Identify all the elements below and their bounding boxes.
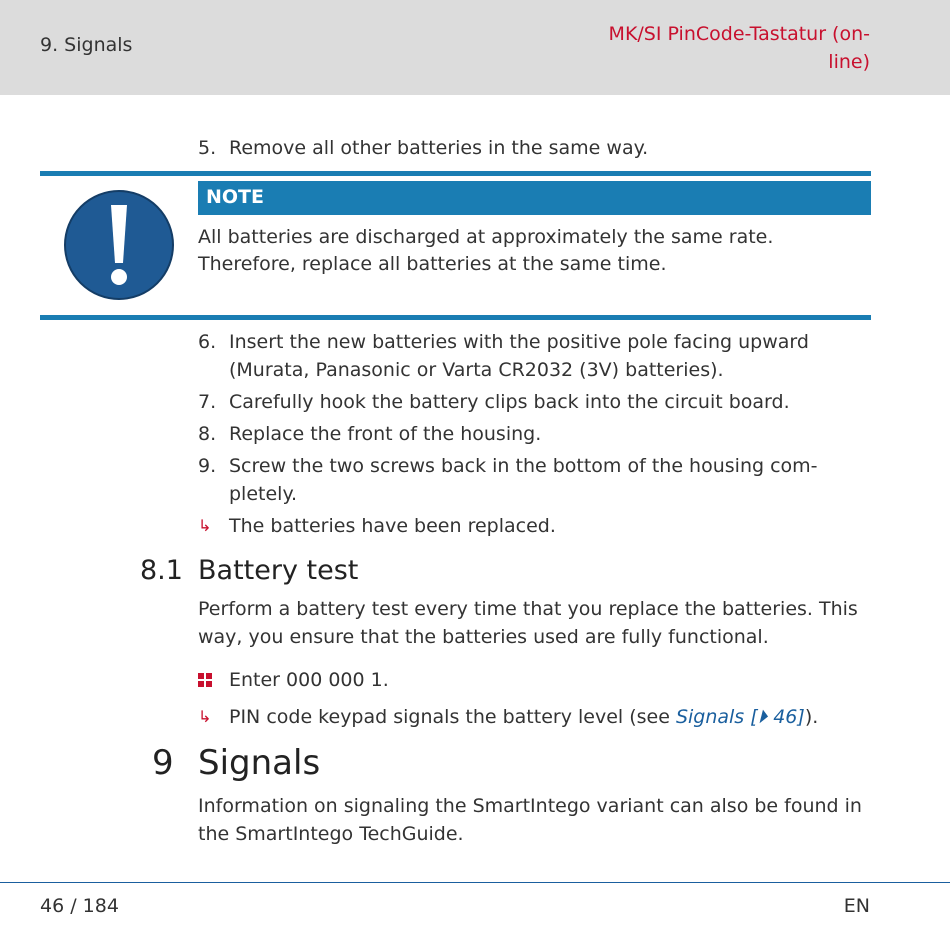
- result-text: PIN code keypad signals the battery level (see Signals [⏵ 46]).: [229, 706, 819, 728]
- step-text: Remove all other batteries in the same way.: [229, 137, 649, 159]
- note-label: NOTE: [206, 186, 264, 208]
- step-5: [198, 134, 858, 162]
- section-number-9: 9: [152, 743, 174, 783]
- step-text: Replace the front of the housing.: [229, 423, 542, 445]
- chapter-title: 9. Signals: [40, 34, 133, 56]
- link-arrow-icon: ⏵: [757, 706, 768, 728]
- note-text: All batteries are discharged at approximately the same rate. Therefore, replace all batteries at the same time.: [198, 226, 774, 275]
- step-number: 6.: [198, 331, 217, 353]
- step-text: Carefully hook the battery clips back into the circuit board.: [229, 391, 790, 413]
- signals-paragraph: Information on signaling the SmartIntego variant can also be found in the SmartIntego TechGuide.: [198, 795, 862, 845]
- step-number: 7.: [198, 391, 217, 413]
- language-code: EN: [843, 895, 870, 917]
- step-number: 5.: [198, 137, 217, 159]
- step-text: Insert the new batteries with the positive pole facing upward (Murata, Panasonic or Varta CR2032 (3V) batteries).: [229, 331, 809, 381]
- exclamation-circle-icon: [63, 189, 175, 301]
- battery-test-paragraph: Perform a battery test every time that you replace the batteries. This way, you ensure that the batteries used are fully functional.: [198, 598, 858, 648]
- footer-divider: [0, 882, 950, 883]
- section-number-8-1: 8.1: [140, 555, 183, 586]
- result-arrow-icon: ↳: [198, 516, 212, 535]
- step-6: [198, 328, 858, 384]
- section-title-signals: Signals: [198, 743, 321, 783]
- note-header: [198, 181, 871, 215]
- note-bottom-bar: [40, 315, 871, 320]
- page-number: 46 / 184: [40, 895, 119, 917]
- page-header: [0, 0, 950, 95]
- step-number: 8.: [198, 423, 217, 445]
- result-battery-level: [198, 703, 858, 731]
- action-text: Enter 000 000 1.: [229, 669, 389, 691]
- step-9: [198, 452, 858, 508]
- step-number: 9.: [198, 455, 217, 477]
- note-top-bar: [40, 171, 871, 176]
- section-title-battery-test: Battery test: [198, 555, 359, 586]
- action-enter-code: [198, 666, 858, 694]
- step-text: Screw the two screws back in the bottom of the housing com-pletely.: [229, 455, 818, 505]
- signals-link[interactable]: Signals [⏵ 46]: [675, 706, 805, 728]
- step-8: [198, 420, 858, 448]
- result-text: The batteries have been replaced.: [229, 515, 556, 537]
- action-squares-icon: [198, 673, 212, 687]
- product-title: MK/SI PinCode-Tastatur (on- line): [608, 23, 870, 73]
- step-7: [198, 388, 858, 416]
- result-replaced: [198, 512, 858, 540]
- result-arrow-icon: ↳: [198, 707, 212, 726]
